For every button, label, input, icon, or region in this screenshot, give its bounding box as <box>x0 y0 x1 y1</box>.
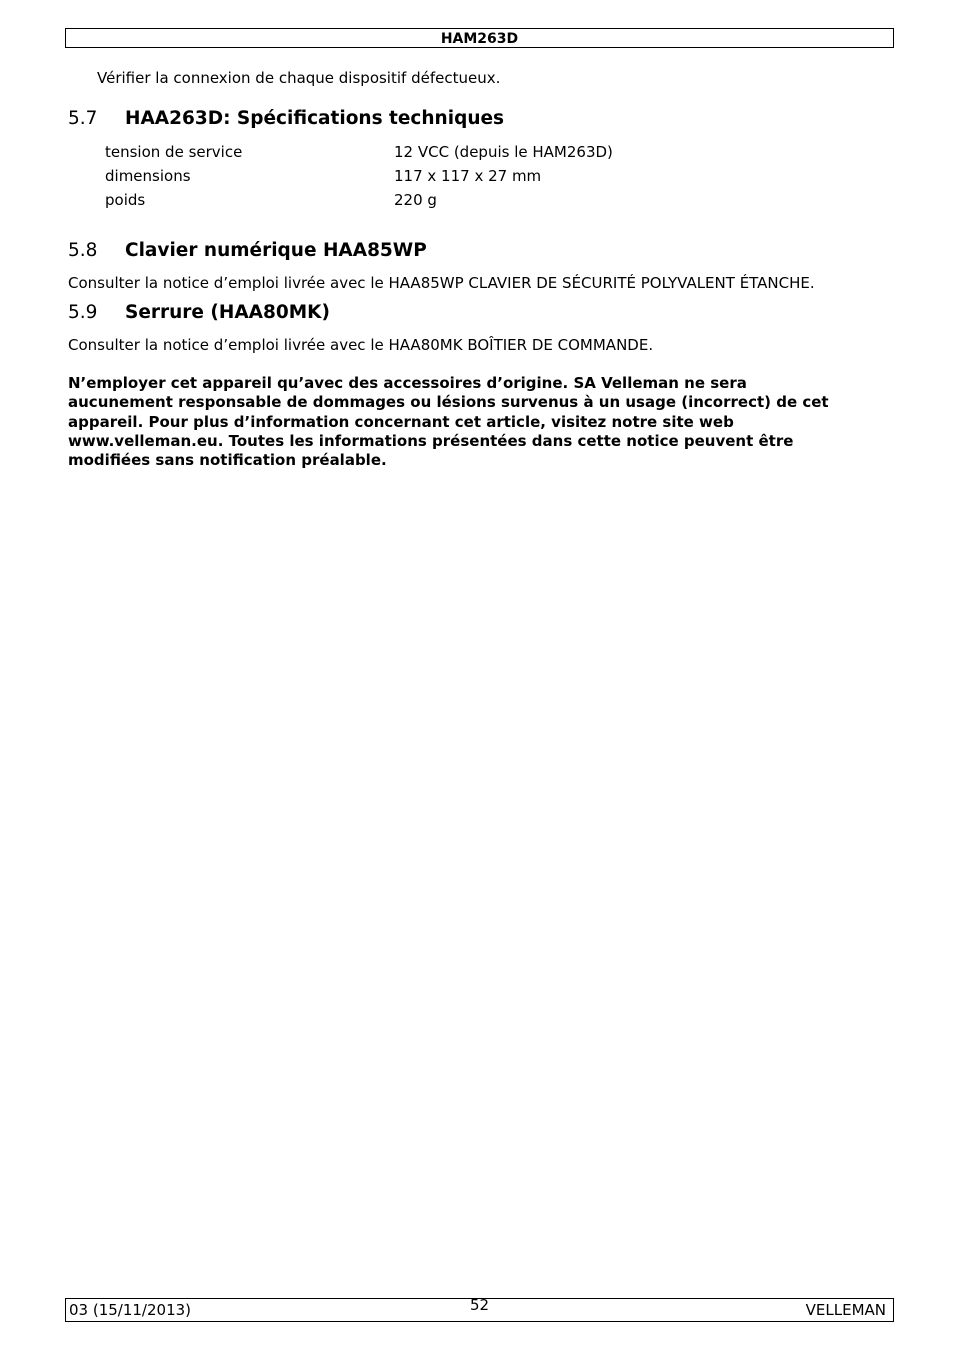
notice-line: aucunement responsable de dommages ou lésions survenus à un usage (incorrect) de cet <box>68 393 829 412</box>
section-number: 5.8 <box>68 240 98 261</box>
section-title: Serrure (HAA80MK) <box>125 302 330 323</box>
intro-text: Vérifier la connexion de chaque dispositif défectueux. <box>97 69 501 87</box>
section-heading-5-9 <box>68 301 330 325</box>
spec-label: dimensions <box>105 167 191 185</box>
page-header <box>65 28 894 48</box>
footer-brand: VELLEMAN <box>805 1301 886 1319</box>
spec-value: 12 VCC (depuis le HAM263D) <box>394 143 613 161</box>
notice-line: modifiées sans notification préalable. <box>68 451 387 470</box>
spec-label: tension de service <box>105 143 243 161</box>
section-heading-5-8 <box>68 239 427 263</box>
footer-version: 03 (15/11/2013) <box>69 1301 192 1319</box>
notice-line: N’employer cet appareil qu’avec des accessoires d’origine. SA Velleman ne sera <box>68 374 747 392</box>
spec-value: 117 x 117 x 27 mm <box>394 167 542 185</box>
section-body-5-8: Consulter la notice d’emploi livrée avec le HAA85WP CLAVIER DE SÉCURITÉ POLYVALENT ÉTANCHE. <box>68 274 815 292</box>
page-footer <box>65 1298 894 1322</box>
spec-label: poids <box>105 191 146 209</box>
section-number: 5.9 <box>68 302 98 323</box>
section-title: Clavier numérique HAA85WP <box>125 240 427 261</box>
section-heading-5-7 <box>68 107 504 131</box>
spec-row <box>105 142 613 162</box>
legal-notice <box>68 374 888 470</box>
header-model: HAM263D <box>440 31 519 47</box>
section-title: HAA263D: Spécifications techniques <box>125 108 505 129</box>
section-number: 5.7 <box>68 108 98 129</box>
notice-line: appareil. Pour plus d’information concernant cet article, visitez notre site web <box>68 412 734 431</box>
spec-value: 220 g <box>394 191 437 209</box>
notice-line: www.velleman.eu. Toutes les informations présentées dans cette notice peuvent être <box>68 431 794 450</box>
section-body-5-9: Consulter la notice d’emploi livrée avec le HAA80MK BOÎTIER DE COMMANDE. <box>68 336 654 354</box>
page-number: 52 <box>469 1296 490 1314</box>
spec-row <box>105 166 542 186</box>
spec-row <box>105 190 437 210</box>
